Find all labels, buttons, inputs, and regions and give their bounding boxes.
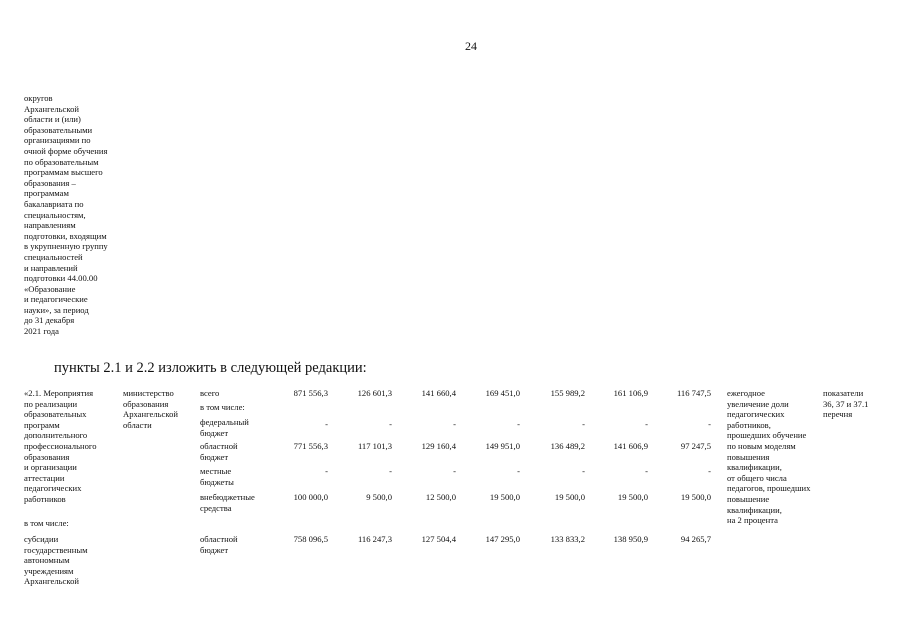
continuation-line: очной форме обучения xyxy=(24,145,108,156)
amount-cell: 129 160,4 xyxy=(421,441,456,451)
amount-cell: 19 500,0 xyxy=(489,492,520,502)
continuation-line: до 31 декабря xyxy=(24,315,75,326)
text-line: бюджет xyxy=(200,544,229,555)
amount-cell: 19 500,0 xyxy=(680,492,711,502)
continuation-line: по образовательным xyxy=(24,156,99,167)
amount-cell: 12 500,0 xyxy=(425,492,456,502)
amount-cell: 126 601,3 xyxy=(357,388,392,398)
text-line: по реализации xyxy=(24,398,78,409)
page-number: 24 xyxy=(465,39,477,53)
text-line: педагогов, прошедших xyxy=(727,483,811,494)
text-line: квалификации, xyxy=(727,462,782,473)
text-line: области xyxy=(123,419,152,430)
text-line: от общего числа xyxy=(727,472,787,483)
text-line: бюджет xyxy=(200,451,229,462)
continuation-line: области и (или) xyxy=(24,114,81,125)
text-line: бюджет xyxy=(200,427,229,438)
amount-cell: 127 504,4 xyxy=(421,534,456,544)
amount-cell: 97 247,5 xyxy=(680,441,711,451)
source-including: в том числе: xyxy=(200,402,245,412)
amount-cell: - xyxy=(708,419,711,429)
text-line: федеральный xyxy=(200,417,249,427)
continuation-line: округов xyxy=(24,93,53,103)
source-total: всего xyxy=(200,388,220,398)
text-line: повышение xyxy=(727,493,770,504)
amount-cell: 169 451,0 xyxy=(485,388,520,398)
continuation-line: специальностям, xyxy=(24,209,86,220)
text-line: Архангельской xyxy=(24,576,79,587)
continuation-line: науки», за период xyxy=(24,304,89,315)
text-line: профессионального xyxy=(24,440,97,451)
continuation-line: направлениям xyxy=(24,220,76,231)
source-subsidy xyxy=(200,534,238,555)
amount-cell: - xyxy=(708,466,711,476)
amount-cell: 19 500,0 xyxy=(554,492,585,502)
continuation-line: и педагогические xyxy=(24,294,88,305)
amount-cell: 141 660,4 xyxy=(421,388,456,398)
continuation-line: подготовки 44.00.00 xyxy=(24,273,98,284)
amount-cell: - xyxy=(582,466,585,476)
amount-cell: 100 000,0 xyxy=(293,492,328,502)
text-line: учреждениям xyxy=(24,565,74,576)
continuation-line: образования – xyxy=(24,177,76,188)
text-line: образования xyxy=(24,451,70,462)
text-line: внебюджетные xyxy=(200,492,255,502)
text-line: дополнительного xyxy=(24,430,88,441)
text-line: ежегодное xyxy=(727,388,766,398)
text-line: повышения xyxy=(727,451,770,462)
amount-cell: 161 106,9 xyxy=(613,388,648,398)
measure-name xyxy=(24,388,97,505)
amount-cell: 94 265,7 xyxy=(680,534,711,544)
amount-cell: - xyxy=(582,419,585,429)
source-regional xyxy=(200,441,238,462)
continuation-line: организациями по xyxy=(24,135,91,146)
source-local xyxy=(200,466,234,487)
subsidy-name xyxy=(24,534,88,587)
amount-cell: 147 295,0 xyxy=(485,534,520,544)
continuation-line: Архангельской xyxy=(24,103,79,114)
text-line: педагогических xyxy=(24,483,82,494)
text-line: образования xyxy=(123,398,169,409)
text-line: на 2 процента xyxy=(727,515,778,526)
amount-cell: - xyxy=(645,466,648,476)
text-line: бюджеты xyxy=(200,476,234,487)
text-line: автономным xyxy=(24,555,70,566)
amount-cell: 771 556,3 xyxy=(293,441,328,451)
amount-cell: 138 950,9 xyxy=(613,534,648,544)
amount-cell: - xyxy=(325,419,328,429)
continuation-line: и направлений xyxy=(24,262,78,273)
text-line: работников, xyxy=(727,419,771,430)
continuation-line: специальностей xyxy=(24,251,83,262)
instruction-text: пункты 2.1 и 2.2 изложить в следующей редакции: xyxy=(54,360,367,376)
text-line: областной xyxy=(200,441,238,451)
text-line: «2.1. Мероприятия xyxy=(24,388,94,398)
continuation-line: 2021 года xyxy=(24,326,59,337)
amount-cell: 758 096,5 xyxy=(293,534,328,544)
text-line: министерство xyxy=(123,388,174,398)
amount-cell: 9 500,0 xyxy=(366,492,392,502)
source-federal xyxy=(200,417,249,438)
text-line: увеличение доли xyxy=(727,398,789,409)
continuation-line: программам высшего xyxy=(24,167,103,178)
amount-cell: - xyxy=(453,466,456,476)
text-line: местные xyxy=(200,466,232,476)
text-line: работников xyxy=(24,493,66,504)
in-that-number-label: в том числе: xyxy=(24,518,69,528)
amount-cell: - xyxy=(389,466,392,476)
text-line: прошедших обучение xyxy=(727,430,807,441)
continuation-text xyxy=(24,93,124,337)
amount-cell: 116 747,5 xyxy=(676,388,711,398)
text-line: средства xyxy=(200,502,232,513)
amount-cell: 19 500,0 xyxy=(617,492,648,502)
continuation-line: образовательными xyxy=(24,124,93,135)
indicators xyxy=(823,388,868,420)
amount-cell: 871 556,3 xyxy=(293,388,328,398)
amount-cell: - xyxy=(453,419,456,429)
text-line: программ xyxy=(24,419,60,430)
continuation-line: в укрупненную группу xyxy=(24,241,108,252)
text-line: Архангельской xyxy=(123,409,178,420)
text-line: перечня xyxy=(823,409,853,420)
continuation-line: бакалавриата по xyxy=(24,198,84,209)
continuation-line: программам xyxy=(24,188,69,199)
amount-cell: - xyxy=(325,466,328,476)
amount-cell: - xyxy=(389,419,392,429)
source-extrabudget xyxy=(200,492,255,513)
text-line: 36, 37 и 37.1 xyxy=(823,398,869,409)
amount-cell: 141 606,9 xyxy=(613,441,648,451)
text-line: педагогических xyxy=(727,409,785,420)
text-line: квалификации, xyxy=(727,504,782,515)
amount-cell: 149 951,0 xyxy=(485,441,520,451)
text-line: по новым моделям xyxy=(727,440,796,451)
executor xyxy=(123,388,178,430)
amount-cell: 155 989,2 xyxy=(550,388,585,398)
amount-cell: - xyxy=(645,419,648,429)
amount-cell: - xyxy=(517,466,520,476)
continuation-line: подготовки, входящим xyxy=(24,230,107,241)
text-line: показатели xyxy=(823,388,864,398)
text-line: аттестации xyxy=(24,472,65,483)
text-line: областной xyxy=(200,534,238,544)
amount-cell: 116 247,3 xyxy=(357,534,392,544)
amount-cell: 133 833,2 xyxy=(550,534,585,544)
text-line: образовательных xyxy=(24,409,87,420)
amount-cell: 136 489,2 xyxy=(550,441,585,451)
continuation-line: «Образование xyxy=(24,283,76,294)
text-line: субсидии xyxy=(24,534,59,544)
amount-cell: - xyxy=(517,419,520,429)
expected-result xyxy=(727,388,810,526)
text-line: и организации xyxy=(24,462,77,473)
text-line: государственным xyxy=(24,544,88,555)
amount-cell: 117 101,3 xyxy=(357,441,392,451)
